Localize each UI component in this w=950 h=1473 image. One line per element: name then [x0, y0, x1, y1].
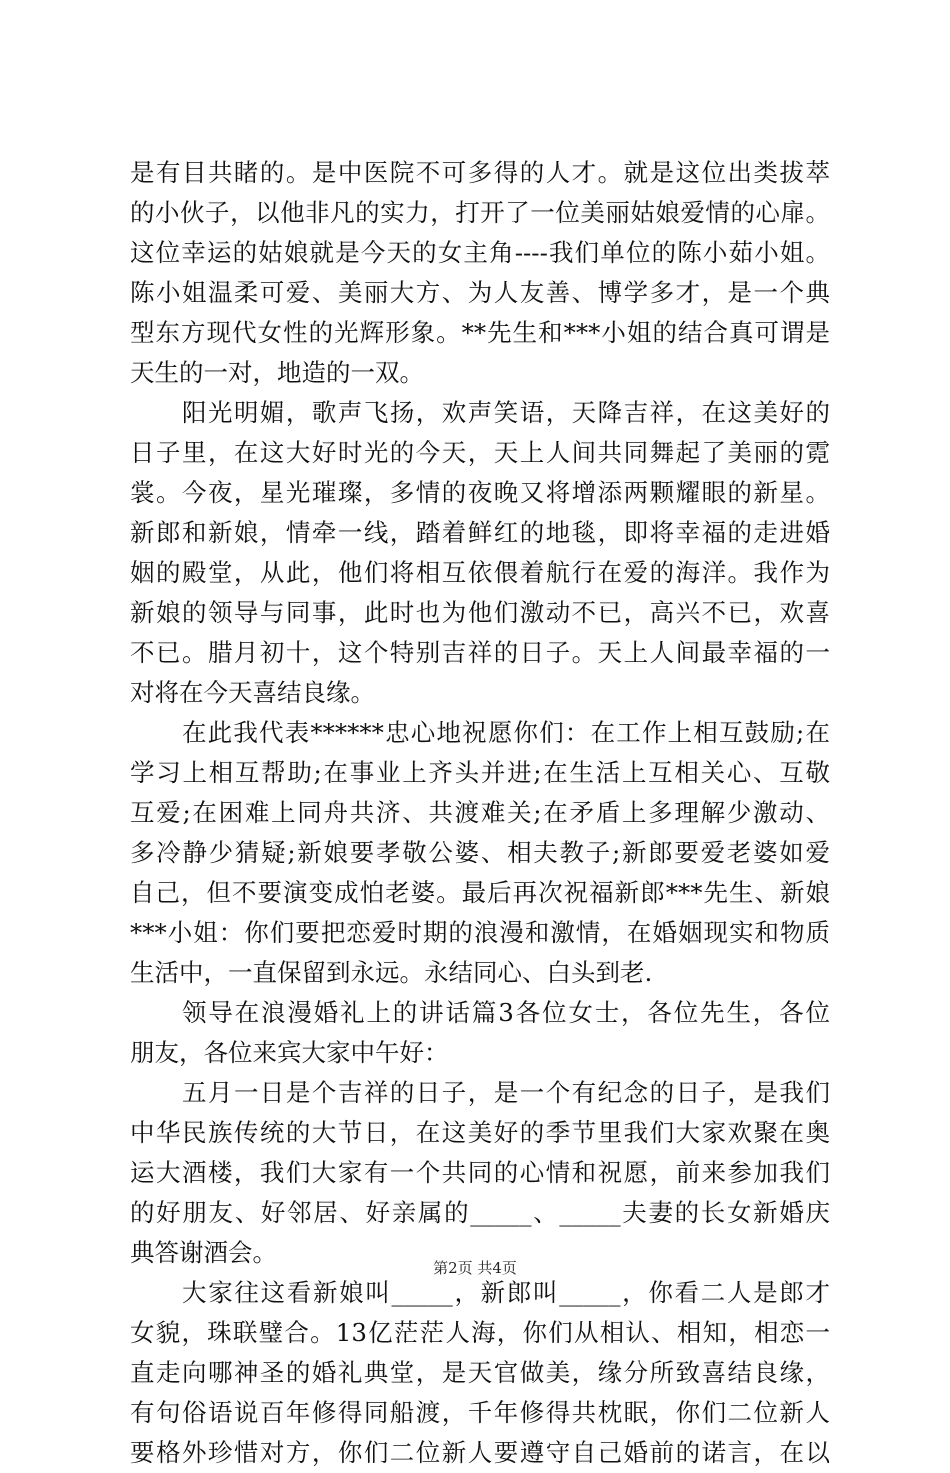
text-line: 陈小姐温柔可爱、美丽大方、为人友善、博学多才，是一个典 [130, 278, 830, 307]
text-line: 新娘的领导与同事，此时也为他们激动不已，高兴不已，欢喜 [130, 598, 830, 627]
text-line: 在此我代表******忠心地祝愿你们：在工作上相互鼓励;在 [182, 718, 830, 747]
text-line: 的好朋友、好邻居、好亲属的_____、_____夫妻的长女新婚庆 [130, 1198, 830, 1227]
text-line: ***小姐：你们要把恋爱时期的浪漫和激情，在婚姻现实和物质 [130, 918, 830, 947]
text-line: 多冷静少猜疑;新娘要孝敬公婆、相夫教子;新郎要爱老婆如爱 [130, 838, 830, 867]
text-line: 对将在今天喜结良缘。 [130, 678, 375, 707]
text-line: 姻的殿堂，从此，他们将相互依偎着航行在爱的海洋。我作为 [130, 558, 830, 587]
text-line: 型东方现代女性的光辉形象。**先生和***小姐的结合真可谓是 [130, 318, 830, 347]
paragraph [130, 1073, 830, 1273]
text-line: 生活中，一直保留到永远。永结同心、白头到老. [130, 958, 653, 987]
text-line: 女貌，珠联璧合。13亿茫茫人海，你们从相认、相知，相恋一 [130, 1318, 830, 1347]
text-line: 要格外珍惜对方，你们二位新人要遵守自己婚前的诺言，在以 [130, 1438, 830, 1467]
text-line: 中华民族传统的大节日，在这美好的季节里我们大家欢聚在奥 [130, 1118, 830, 1147]
text-line: 学习上相互帮助;在事业上齐头并进;在生活上互相关心、互敬 [130, 758, 830, 787]
text-line: 阳光明媚，歌声飞扬，欢声笑语，天降吉祥，在这美好的 [182, 398, 830, 427]
paragraph [130, 1273, 830, 1473]
text-line: 天生的一对，地造的一双。 [130, 358, 424, 387]
text-line: 领导在浪漫婚礼上的讲话篇3各位女士，各位先生，各位 [182, 998, 830, 1027]
text-line: 直走向哪神圣的婚礼典堂，是天官做美，缘分所致喜结良缘， [130, 1358, 830, 1387]
text-line: 有句俗语说百年修得同船渡，千年修得共枕眠，你们二位新人 [130, 1398, 830, 1427]
text-line: 的小伙子，以他非凡的实力，打开了一位美丽姑娘爱情的心扉。 [130, 198, 830, 227]
text-line: 朋友，各位来宾大家中午好： [130, 1038, 449, 1067]
text-line: 这位幸运的姑娘就是今天的女主角----我们单位的陈小茹小姐。 [130, 238, 830, 267]
text-line: 大家往这看新娘叫_____，新郎叫_____，你看二人是郎才 [182, 1278, 830, 1307]
paragraph [130, 153, 830, 393]
text-line: 新郎和新娘，情牵一线，踏着鲜红的地毯，即将幸福的走进婚 [130, 518, 830, 547]
paragraph [130, 993, 830, 1073]
paragraph [130, 713, 830, 993]
text-line: 五月一日是个吉祥的日子，是一个有纪念的日子，是我们 [182, 1078, 830, 1107]
page-footer: 第2页 共4页 [433, 1259, 517, 1277]
text-line: 互爱;在困难上同舟共济、共渡难关;在矛盾上多理解少激动、 [130, 798, 830, 827]
text-line: 日子里，在这大好时光的今天，天上人间共同舞起了美丽的霓 [130, 438, 830, 467]
text-line: 裳。今夜，星光璀璨，多情的夜晚又将增添两颗耀眼的新星。 [130, 478, 830, 507]
text-line: 典答谢酒会。 [130, 1238, 277, 1267]
text-line: 运大酒楼，我们大家有一个共同的心情和祝愿，前来参加我们 [130, 1158, 830, 1187]
text-line: 不已。腊月初十，这个特别吉祥的日子。天上人间最幸福的一 [130, 638, 830, 667]
paragraph [130, 393, 830, 713]
text-line: 自己，但不要演变成怕老婆。最后再次祝福新郎***先生、新娘 [130, 878, 830, 907]
text-line: 是有目共睹的。是中医院不可多得的人才。就是这位出类拔萃 [130, 158, 830, 187]
